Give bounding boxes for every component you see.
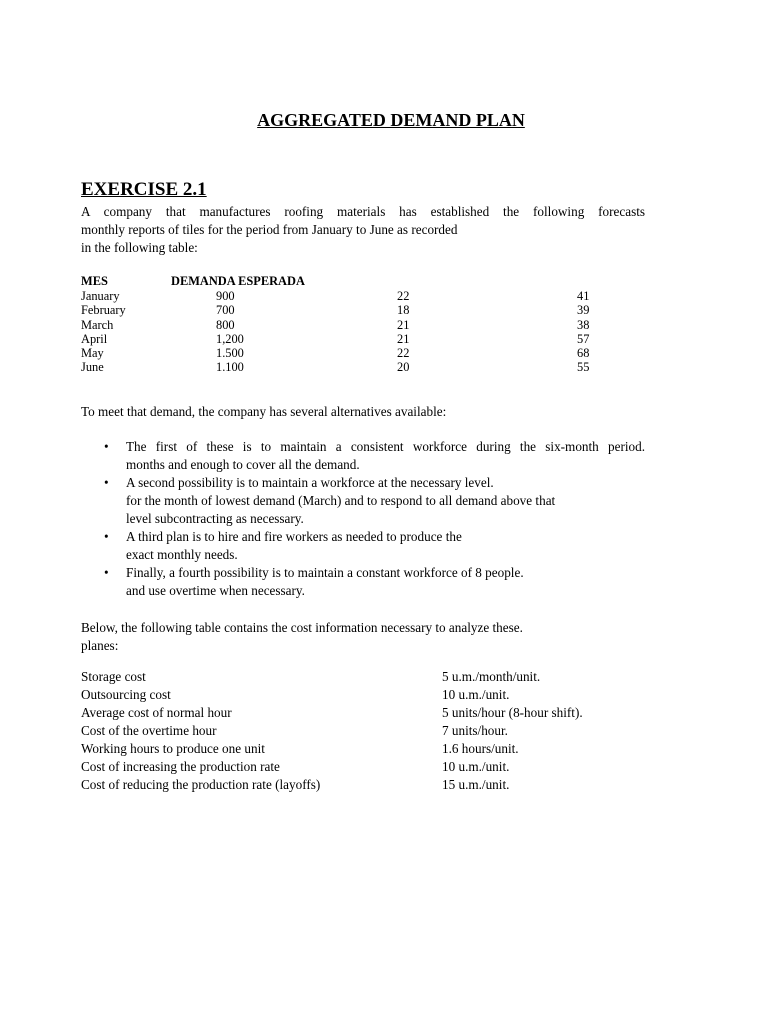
table-cell: 41 <box>577 289 590 303</box>
cost-value: 10 u.m./unit. <box>442 687 510 702</box>
cost-label: Outsourcing cost <box>81 687 171 702</box>
cost-label: Average cost of normal hour <box>81 705 232 720</box>
cost-value: 5 units/hour (8-hour shift). <box>442 705 583 720</box>
list-item-line: The first of these is to maintain a consistent workforce during the six-month period. <box>126 439 645 454</box>
cost-row <box>81 704 681 722</box>
table-cell: March <box>81 317 114 332</box>
list-item-line: months and enough to cover all the demand. <box>126 457 360 472</box>
cost-list <box>81 668 681 794</box>
list-item <box>104 564 645 600</box>
bullet-icon: • <box>104 439 109 454</box>
cost-intro-line: planes: <box>81 638 119 653</box>
cost-label: Cost of reducing the production rate (layoffs) <box>81 777 321 792</box>
page-title: AGGREGATED DEMAND PLAN <box>257 110 525 130</box>
table-cell: February <box>81 303 126 318</box>
table-cell: 39 <box>577 303 590 318</box>
table-cell: 900 <box>216 289 235 303</box>
list-item-line: and use overtime when necessary. <box>126 583 305 598</box>
table-cell: 18 <box>397 303 410 318</box>
cost-intro <box>81 619 645 655</box>
table-cell: January <box>81 289 120 303</box>
list-item <box>104 474 645 528</box>
table-cell: 1.100 <box>216 360 244 375</box>
intro-line: in the following table: <box>81 240 198 255</box>
cost-value: 15 u.m./unit. <box>442 777 510 792</box>
cost-value: 5 u.m./month/unit. <box>442 669 541 684</box>
table-cell: April <box>81 331 108 346</box>
intro-line: A company that manufactures roofing materials has established the following forecasts <box>81 204 645 219</box>
intro-line: monthly reports of tiles for the period from January to June as recorded <box>81 222 458 237</box>
cost-label: Working hours to produce one unit <box>81 741 265 756</box>
cost-value: 1.6 hours/unit. <box>442 741 519 756</box>
cost-row <box>81 686 681 704</box>
table-cell: 21 <box>397 317 410 332</box>
table-cell: 68 <box>577 346 590 361</box>
table-cell: 22 <box>397 346 410 361</box>
cost-value: 10 u.m./unit. <box>442 759 510 774</box>
table-cell: 55 <box>577 360 590 375</box>
cost-label: Storage cost <box>81 669 146 684</box>
table-header-month: MES <box>81 274 108 288</box>
cost-label: Cost of increasing the production rate <box>81 759 280 774</box>
intro-paragraph <box>81 203 645 257</box>
list-item-line: A second possibility is to maintain a workforce at the necessary level. <box>126 475 494 490</box>
exercise-heading: EXERCISE 2.1 <box>81 179 207 200</box>
list-item <box>104 528 645 564</box>
bullet-icon: • <box>104 565 109 580</box>
alternatives-intro: To meet that demand, the company has several alternatives available: <box>81 404 447 419</box>
cost-row <box>81 758 681 776</box>
cost-intro-line: Below, the following table contains the cost information necessary to analyze these. <box>81 620 523 635</box>
bullet-icon: • <box>104 475 109 490</box>
table-cell: June <box>81 360 104 375</box>
cost-label: Cost of the overtime hour <box>81 723 217 738</box>
table-cell: 38 <box>577 317 590 332</box>
list-item-line: A third plan is to hire and fire workers as needed to produce the <box>126 529 462 544</box>
table-cell: 21 <box>397 331 410 346</box>
cost-row <box>81 722 681 740</box>
cost-value: 7 units/hour. <box>442 723 508 738</box>
list-item <box>104 438 645 474</box>
table-cell: 1.500 <box>216 346 244 361</box>
table-cell: 22 <box>397 289 410 303</box>
table-cell: 57 <box>577 331 590 346</box>
table-cell: 800 <box>216 317 235 332</box>
alternatives-list <box>104 438 645 600</box>
table-cell: 1,200 <box>216 331 244 346</box>
bullet-icon: • <box>104 529 109 544</box>
table-cell: 20 <box>397 360 410 375</box>
table-cell: May <box>81 346 104 361</box>
list-item-line: for the month of lowest demand (March) and to respond to all demand above that <box>126 493 556 508</box>
list-item-line: level subcontracting as necessary. <box>126 511 304 526</box>
cost-row <box>81 668 681 686</box>
list-item-line: exact monthly needs. <box>126 547 238 562</box>
cost-row <box>81 740 681 758</box>
cost-row <box>81 776 681 794</box>
list-item-line: Finally, a fourth possibility is to maintain a constant workforce of 8 people. <box>126 565 524 580</box>
table-header-demand: DEMANDA ESPERADA <box>171 274 305 288</box>
table-cell: 700 <box>216 303 235 318</box>
